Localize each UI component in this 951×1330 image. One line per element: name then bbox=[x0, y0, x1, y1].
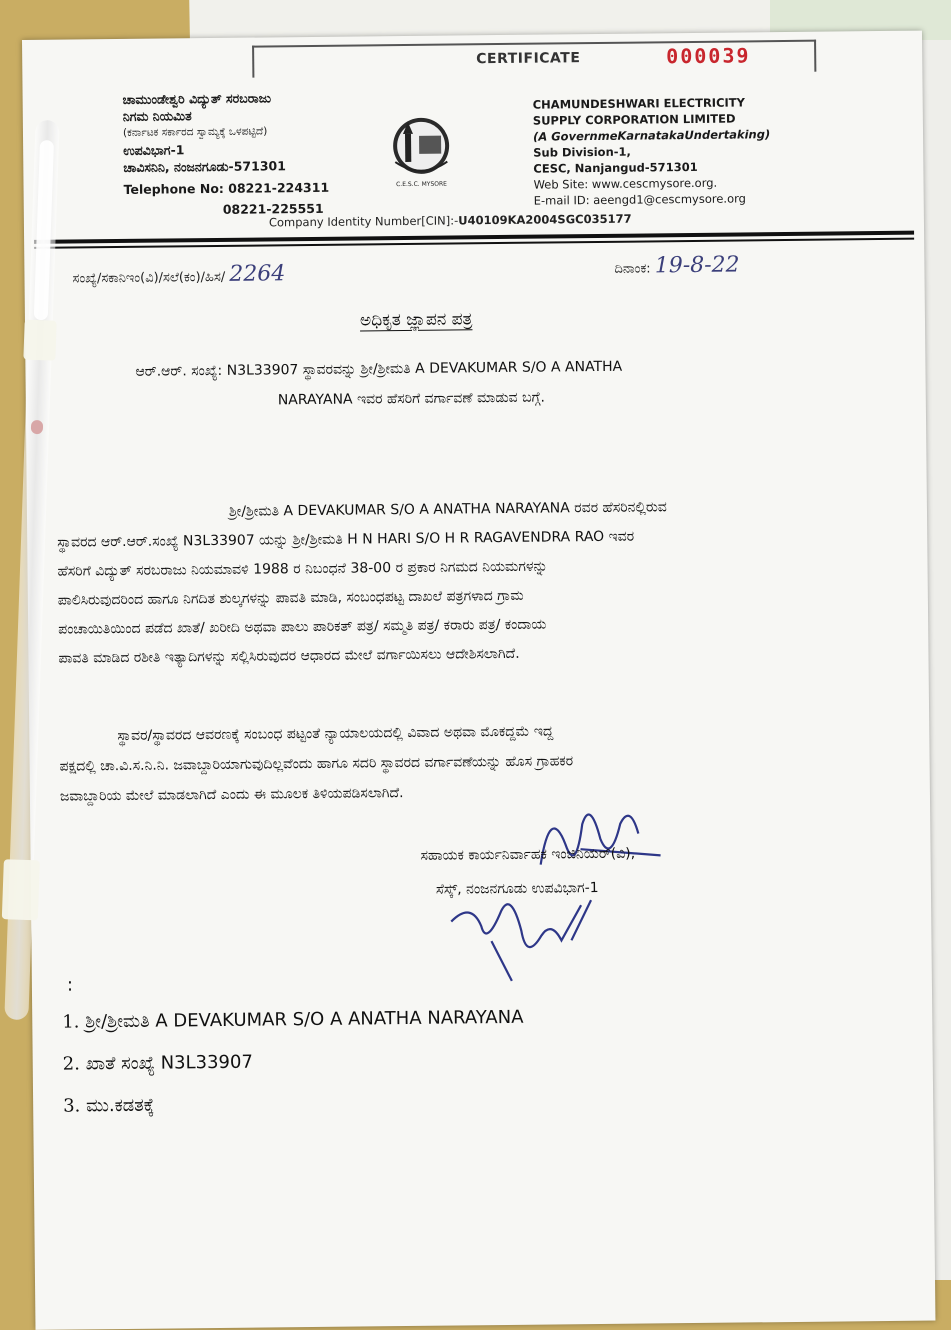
list-text: ಖಾತೆ ಸಂಖ್ಯೆ N3L33907 bbox=[85, 1051, 253, 1075]
logo-caption: C.E.S.C. MYSORE bbox=[396, 180, 447, 189]
kn-head-line1: ಚಾಮುಂಡೇಶ್ವರಿ ವಿದ್ಯುತ್ ಸರಬರಾಜು bbox=[122, 90, 272, 107]
pen-dot bbox=[31, 420, 43, 434]
subject-line1: ಆರ್.ಆರ್. ಸಂಖ್ಯೆ: N3L33907 ಸ್ಥಾವರವನ್ನು ಶ್ರೀ/ಶ್ರೀಮತಿ A DEVAKUMAR S/O A ANATHA bbox=[135, 358, 623, 380]
en-head-line1: CHAMUNDESHWARI ELECTRICITY bbox=[532, 95, 746, 112]
kn-head-line5: ಚಾವಿಸನಿನಿ, ನಂಜನಗೂಡು-571301 bbox=[123, 158, 286, 175]
kn-head-line4: ಉಪವಿಭಾಗ-1 bbox=[123, 142, 185, 158]
cin-label: Company Identity Number[CIN]:- bbox=[268, 213, 459, 230]
date-line bbox=[614, 252, 739, 278]
body1-line: ಸ್ಥಾವರದ ಆರ್.ಆರ್.ಸಂಖ್ಯೆ N3L33907 ಯನ್ನು ಶ್ರೀ/ಶ್ರೀಮತಿ H N HARI S/O H R RAGAVENDRA RAO ಇವರ bbox=[57, 528, 635, 551]
telephone-line1: Telephone No: 08221-224311 bbox=[123, 179, 330, 197]
list-item bbox=[63, 1081, 525, 1128]
certificate-strip bbox=[252, 40, 816, 78]
copy-to-label: : bbox=[66, 974, 74, 996]
reference-number: 2264 bbox=[229, 261, 286, 287]
body1-line: ಪಂಚಾಯಿತಿಯಿಂದ ಪಡೆದ ಖಾತೆ/ ಖರೀದಿ ಅಥವಾ ಪಾಲು ಪಾರಿಕತ್ ಪತ್ರ/ ಸಮ್ಮತಿ ಪತ್ರ/ ಕರಾರು ಪತ್ರ/ ಕಂದಾಯ bbox=[58, 616, 547, 638]
letter-page bbox=[22, 31, 935, 1330]
en-head-line3: (A GovernmeKarnatakaUndertaking) bbox=[532, 127, 771, 144]
list-number: 1. bbox=[62, 1011, 80, 1033]
kannada-letterhead bbox=[123, 89, 286, 176]
subject-block bbox=[135, 349, 856, 417]
list-item bbox=[62, 997, 524, 1044]
body2-line: ಜವಾಬ್ದಾರಿಯ ಮೇಲೆ ಮಾಡಲಾಗಿದೆ ಎಂದು ಈ ಮೂಲಕ ತಿಳಿಯಪಡಿಸಲಾಗಿದೆ. bbox=[59, 785, 404, 805]
english-letterhead bbox=[533, 94, 771, 208]
body1-line: ಪಾವತಿ ಮಾಡಿದ ರಶೀತಿ ಇತ್ಯಾದಿಗಳನ್ನು ಸಲ್ಲಿಸಿರುವುದರ ಆಧಾರದ ಮೇಲೆ ವರ್ಗಾಯಿಸಲು ಆದೇಶಿಸಲಾಗಿದೆ. bbox=[58, 645, 520, 667]
signatory-designation: ಸಹಾಯಕ ಕಾರ್ಯನಿರ್ವಾಹಕ ಇಂಜಿನಿಯರ್(ವಿ), bbox=[420, 845, 636, 864]
reference-label: ಸಂಖ್ಯೆ/ಸಕಾನಿಇಂ(ವಿ)/ಸಲೆ(ಕಂ)/ಹಿಸ/ bbox=[72, 269, 226, 287]
list-item bbox=[63, 1039, 525, 1086]
certificate-number: 000039 bbox=[666, 43, 751, 69]
en-head-line2: SUPPLY CORPORATION LIMITED bbox=[532, 111, 736, 128]
cin-line bbox=[269, 212, 632, 230]
initials-scribble bbox=[431, 880, 602, 992]
email: E-mail ID: aeengd1@cescmysore.org bbox=[533, 191, 746, 208]
body1-line: ಶ್ರೀ/ಶ್ರೀಮತಿ A DEVAKUMAR S/O A ANATHA NARAYANA ರವರ ಹೆಸರಿನಲ್ಲಿರುವ bbox=[228, 499, 667, 520]
cin-value: U40109KA2004SGC035177 bbox=[458, 211, 632, 228]
kn-head-line2: ನಿಗಮ ನಿಯಮಿತ bbox=[122, 108, 192, 124]
cesc-logo bbox=[375, 99, 468, 192]
website: Web Site: www.cescmysore.org. bbox=[533, 175, 718, 192]
recipient-list bbox=[62, 997, 524, 1128]
signature-scribble bbox=[520, 793, 671, 885]
body2-line: ಪಕ್ಷದಲ್ಲಿ ಚಾ.ವಿ.ಸ.ನಿ.ನಿ. ಜವಾಬ್ದಾರಿಯಾಗುವುದಿಲ್ಲವೆಂದು ಹಾಗೂ ಸದರಿ ಸ್ಥಾವರದ ವರ್ಗಾವಣೆಯನ್ನು ಹೊಸ ಗ್ರಾಹಕರ bbox=[59, 753, 574, 775]
body1-line: ಹೆಸರಿಗೆ ವಿದ್ಯುತ್ ಸರಬರಾಜು ನಿಯಮಾವಳಿ 1988 ರ ನಿಬಂಧನೆ 38-00 ರ ಪ್ರಕಾರ ನಿಗಮದ ನಿಯಮಗಳನ್ನು bbox=[57, 558, 548, 580]
body-paragraph-1 bbox=[57, 491, 919, 674]
kn-head-line3: (ಕರ್ನಾಟಕ ಸರ್ಕಾರದ ಸ್ವಾಮ್ಯಕ್ಕೆ ಒಳಪಟ್ಟಿದೆ) bbox=[122, 125, 268, 139]
reference-line bbox=[72, 261, 285, 288]
date-value: 19-8-22 bbox=[654, 252, 740, 279]
body2-line: ಸ್ಥಾವರ/ಸ್ಥಾವರದ ಆವರಣಕ್ಕೆ ಸಂಬಂಧ ಪಟ್ಟಂತೆ ನ್ಯಾಯಾಲಯದಲ್ಲಿ ವಿವಾದ ಅಥವಾ ಮೊಕದ್ದಮೆ ಇದ್ದ bbox=[117, 723, 554, 745]
pen-clip-bottom bbox=[2, 859, 40, 920]
pen-clip-top bbox=[23, 320, 56, 361]
list-text: ಶ್ರೀ/ಶ್ರೀಮತಿ A DEVAKUMAR S/O A ANATHA NARAYANA bbox=[85, 1006, 524, 1033]
body1-line: ಪಾಲಿಸಿರುವುದರಿಂದ ಹಾಗೂ ನಿಗದಿತ ಶುಲ್ಕಗಳನ್ನು ಪಾವತಿ ಮಾಡಿ, ಸಂಬಂಧಪಟ್ಟ ದಾಖಲೆ ಪತ್ರಗಳಾದ ಗ್ರಾಮ bbox=[57, 587, 524, 609]
en-head-line5: CESC, Nanjangud-571301 bbox=[533, 159, 698, 176]
body-paragraph-2 bbox=[59, 713, 920, 812]
list-text: ಮು.ಕಡತಕ್ಕೆ bbox=[85, 1094, 155, 1117]
date-label: ದಿನಾಂಕ: bbox=[614, 261, 651, 277]
list-number: 3. bbox=[63, 1095, 81, 1117]
list-number: 2. bbox=[62, 1053, 81, 1075]
certificate-label: CERTIFICATE bbox=[476, 50, 581, 68]
signatory-office: ಸೆಸ್ಕ್, ನಂಜನಗೂಡು ಉಪವಿಭಾಗ-1 bbox=[435, 880, 599, 898]
telephone-line2: 08221-225551 bbox=[222, 200, 324, 217]
en-head-line4: Sub Division-1, bbox=[533, 144, 631, 160]
letter-title: ಅಧಿಕೃತ ಜ್ಞಾಪನ ಪತ್ರ bbox=[359, 309, 473, 331]
subject-line2: NARAYANA ಇವರ ಹೆಸರಿಗೆ ವರ್ಗಾವಣೆ ಮಾಡುವ ಬಗ್ಗೆ. bbox=[277, 389, 546, 409]
